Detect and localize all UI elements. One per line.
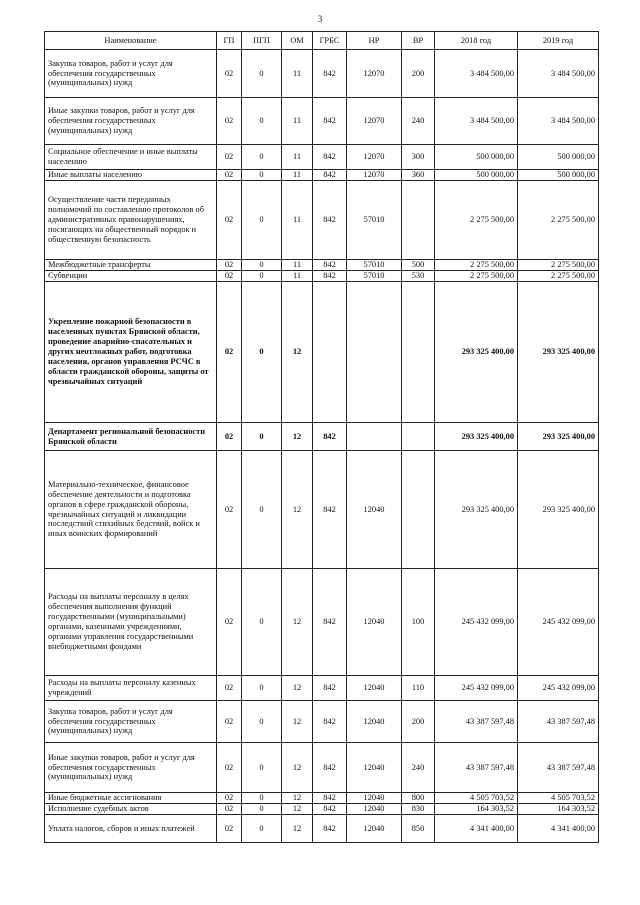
- cell-pgp: 0: [242, 569, 282, 676]
- cell-vr: 500: [402, 260, 435, 271]
- table-row: [45, 423, 599, 451]
- table-row: [45, 815, 599, 843]
- cell-pgp: 0: [242, 50, 282, 98]
- cell-grbs: 842: [313, 451, 347, 569]
- cell-vr: 200: [402, 50, 435, 98]
- cell-nr: [347, 423, 402, 451]
- cell-y2019: 293 325 400,00: [518, 282, 599, 423]
- table-row: [45, 793, 599, 804]
- table-row: [45, 569, 599, 676]
- cell-y2019: 500 000,00: [518, 170, 599, 181]
- cell-y2018: 500 000,00: [435, 145, 518, 170]
- cell-y2018: 4 341 400,00: [435, 815, 518, 843]
- cell-y2019: 2 275 500,00: [518, 181, 599, 260]
- header-gp: ГП: [217, 32, 242, 50]
- cell-pgp: 0: [242, 271, 282, 282]
- table-row: [45, 451, 599, 569]
- cell-grbs: 842: [313, 793, 347, 804]
- cell-grbs: [313, 282, 347, 423]
- cell-pgp: 0: [242, 423, 282, 451]
- cell-grbs: 842: [313, 260, 347, 271]
- table-row: [45, 743, 599, 793]
- cell-y2019: 3 484 500,00: [518, 50, 599, 98]
- cell-gp: 02: [217, 743, 242, 793]
- cell-om: 12: [282, 676, 313, 701]
- cell-nr: [347, 282, 402, 423]
- cell-y2019: 43 387 597,48: [518, 701, 599, 743]
- table-row: [45, 271, 599, 282]
- cell-nr: 12040: [347, 815, 402, 843]
- table-row: [45, 181, 599, 260]
- header-nr: НР: [347, 32, 402, 50]
- table-row: [45, 804, 599, 815]
- cell-vr: 300: [402, 145, 435, 170]
- cell-pgp: 0: [242, 260, 282, 271]
- cell-gp: 02: [217, 701, 242, 743]
- table-row: [45, 282, 599, 423]
- cell-y2019: 2 275 500,00: [518, 271, 599, 282]
- cell-pgp: 0: [242, 181, 282, 260]
- cell-y2018: 43 387 597,48: [435, 743, 518, 793]
- header-2018: 2018 год: [435, 32, 518, 50]
- cell-grbs: 842: [313, 271, 347, 282]
- cell-y2018: 3 484 500,00: [435, 98, 518, 145]
- cell-om: 12: [282, 743, 313, 793]
- cell-y2019: 4 341 400,00: [518, 815, 599, 843]
- cell-vr: 800: [402, 793, 435, 804]
- cell-gp: 02: [217, 282, 242, 423]
- cell-pgp: 0: [242, 451, 282, 569]
- table-row: [45, 701, 599, 743]
- cell-name: Осуществление части переданных полномочий по составлению протоколов об административных правонарушениях, посягающих на общественный порядок и общественную безопасность: [45, 181, 217, 260]
- cell-om: 11: [282, 170, 313, 181]
- cell-y2018: 3 484 500,00: [435, 50, 518, 98]
- cell-y2018: 164 303,52: [435, 804, 518, 815]
- cell-om: 12: [282, 793, 313, 804]
- cell-y2019: 293 325 400,00: [518, 423, 599, 451]
- cell-gp: 02: [217, 50, 242, 98]
- cell-vr: [402, 282, 435, 423]
- cell-y2019: 245 432 099,00: [518, 676, 599, 701]
- header-pgp: ПГП: [242, 32, 282, 50]
- cell-nr: 12040: [347, 804, 402, 815]
- table-row: [45, 145, 599, 170]
- cell-om: 12: [282, 451, 313, 569]
- cell-y2019: 164 303,52: [518, 804, 599, 815]
- table-header-row: [45, 32, 599, 50]
- cell-gp: 02: [217, 676, 242, 701]
- cell-name: Департамент региональной безопасности Брянской области: [45, 423, 217, 451]
- cell-pgp: 0: [242, 282, 282, 423]
- cell-om: 12: [282, 282, 313, 423]
- cell-gp: 02: [217, 271, 242, 282]
- cell-grbs: 842: [313, 98, 347, 145]
- cell-nr: 12040: [347, 701, 402, 743]
- table-row: [45, 170, 599, 181]
- header-2019: 2019 год: [518, 32, 599, 50]
- header-grbs: ГРБС: [313, 32, 347, 50]
- cell-vr: 240: [402, 743, 435, 793]
- cell-y2019: 293 325 400,00: [518, 451, 599, 569]
- cell-y2019: 43 387 597,48: [518, 743, 599, 793]
- cell-y2018: 2 275 500,00: [435, 181, 518, 260]
- cell-name: Уплата налогов, сборов и иных платежей: [45, 815, 217, 843]
- cell-vr: 100: [402, 569, 435, 676]
- cell-y2018: 2 275 500,00: [435, 271, 518, 282]
- cell-y2018: 2 275 500,00: [435, 260, 518, 271]
- cell-grbs: 842: [313, 701, 347, 743]
- cell-nr: 57010: [347, 181, 402, 260]
- table-row: [45, 98, 599, 145]
- cell-pgp: 0: [242, 804, 282, 815]
- cell-grbs: 842: [313, 676, 347, 701]
- cell-om: 11: [282, 181, 313, 260]
- cell-gp: 02: [217, 260, 242, 271]
- cell-y2018: 245 432 099,00: [435, 676, 518, 701]
- cell-vr: 850: [402, 815, 435, 843]
- cell-y2018: 4 505 703,52: [435, 793, 518, 804]
- cell-vr: [402, 181, 435, 260]
- cell-pgp: 0: [242, 743, 282, 793]
- cell-y2018: 245 432 099,00: [435, 569, 518, 676]
- header-vr: ВР: [402, 32, 435, 50]
- cell-name: Иные выплаты населению: [45, 170, 217, 181]
- cell-gp: 02: [217, 815, 242, 843]
- cell-om: 12: [282, 804, 313, 815]
- cell-y2019: 245 432 099,00: [518, 569, 599, 676]
- cell-nr: 57010: [347, 260, 402, 271]
- cell-vr: [402, 423, 435, 451]
- cell-grbs: 842: [313, 181, 347, 260]
- cell-gp: 02: [217, 451, 242, 569]
- cell-gp: 02: [217, 145, 242, 170]
- cell-om: 11: [282, 260, 313, 271]
- cell-pgp: 0: [242, 815, 282, 843]
- cell-name: Исполнение судебных актов: [45, 804, 217, 815]
- cell-nr: 12040: [347, 793, 402, 804]
- cell-om: 12: [282, 701, 313, 743]
- cell-y2019: 4 505 703,52: [518, 793, 599, 804]
- cell-name: Материально-техническое, финансовое обеспечение деятельности и подготовка органов в сфере гражданской обороны, чрезвычайных ситуаций и ликвидации последствий стихийных бедствий, войск и иных воинских формирований: [45, 451, 217, 569]
- cell-y2018: 293 325 400,00: [435, 282, 518, 423]
- cell-om: 11: [282, 145, 313, 170]
- page-number: 3: [317, 14, 323, 24]
- cell-grbs: 842: [313, 569, 347, 676]
- cell-gp: 02: [217, 170, 242, 181]
- cell-y2018: 500 000,00: [435, 170, 518, 181]
- cell-name: Закупка товаров, работ и услуг для обеспечения государственных (муниципальных) нужд: [45, 701, 217, 743]
- budget-table: [44, 31, 599, 843]
- cell-grbs: 842: [313, 423, 347, 451]
- cell-nr: 12070: [347, 98, 402, 145]
- cell-vr: [402, 451, 435, 569]
- cell-gp: 02: [217, 98, 242, 145]
- cell-nr: 12040: [347, 743, 402, 793]
- cell-nr: 12070: [347, 170, 402, 181]
- cell-grbs: 842: [313, 743, 347, 793]
- cell-om: 12: [282, 423, 313, 451]
- cell-gp: 02: [217, 793, 242, 804]
- cell-gp: 02: [217, 569, 242, 676]
- cell-om: 11: [282, 50, 313, 98]
- cell-pgp: 0: [242, 701, 282, 743]
- cell-vr: 530: [402, 271, 435, 282]
- cell-name: Расходы на выплаты персоналу казенных учреждений: [45, 676, 217, 701]
- table-row: [45, 50, 599, 98]
- cell-name: Межбюджетные трансферты: [45, 260, 217, 271]
- cell-grbs: 842: [313, 50, 347, 98]
- cell-vr: 830: [402, 804, 435, 815]
- cell-gp: 02: [217, 804, 242, 815]
- cell-pgp: 0: [242, 145, 282, 170]
- cell-pgp: 0: [242, 793, 282, 804]
- cell-vr: 240: [402, 98, 435, 145]
- cell-y2019: 2 275 500,00: [518, 260, 599, 271]
- cell-gp: 02: [217, 423, 242, 451]
- cell-name: Укрепление пожарной безопасности в населенных пунктах Брянской области, проведение аварийно-спасательных и других неотложных работ, подготовка населения, органов управления РСЧС в области гражданской обороны, защиты от чрезвычайных ситуаций: [45, 282, 217, 423]
- cell-gp: 02: [217, 181, 242, 260]
- cell-name: Субвенции: [45, 271, 217, 282]
- cell-pgp: 0: [242, 170, 282, 181]
- cell-om: 11: [282, 271, 313, 282]
- cell-grbs: 842: [313, 145, 347, 170]
- cell-name: Иные закупки товаров, работ и услуг для обеспечения государственных (муниципальных) нужд: [45, 98, 217, 145]
- cell-pgp: 0: [242, 98, 282, 145]
- cell-name: Иные закупки товаров, работ и услуг для обеспечения государственных (муниципальных) нужд: [45, 743, 217, 793]
- cell-y2018: 293 325 400,00: [435, 423, 518, 451]
- cell-vr: 110: [402, 676, 435, 701]
- cell-om: 12: [282, 815, 313, 843]
- cell-y2018: 43 387 597,48: [435, 701, 518, 743]
- cell-grbs: 842: [313, 815, 347, 843]
- cell-vr: 200: [402, 701, 435, 743]
- header-om: ОМ: [282, 32, 313, 50]
- header-name: Наименование: [45, 32, 217, 50]
- cell-y2019: 3 484 500,00: [518, 98, 599, 145]
- cell-nr: 12040: [347, 569, 402, 676]
- cell-vr: 360: [402, 170, 435, 181]
- cell-y2018: 293 325 400,00: [435, 451, 518, 569]
- cell-nr: 12070: [347, 145, 402, 170]
- cell-pgp: 0: [242, 676, 282, 701]
- cell-name: Закупка товаров, работ и услуг для обеспечения государственных (муниципальных) нужд: [45, 50, 217, 98]
- cell-name: Расходы на выплаты персоналу в целях обеспечения выполнения функций государственными (муниципальными) органами, казенными учреждениями, органами управления государственными внебюджетными фондами: [45, 569, 217, 676]
- cell-y2019: 500 000,00: [518, 145, 599, 170]
- cell-grbs: 842: [313, 804, 347, 815]
- cell-nr: 12040: [347, 451, 402, 569]
- cell-om: 12: [282, 569, 313, 676]
- cell-nr: 12040: [347, 676, 402, 701]
- table-row: [45, 260, 599, 271]
- cell-grbs: 842: [313, 170, 347, 181]
- cell-nr: 12070: [347, 50, 402, 98]
- cell-nr: 57010: [347, 271, 402, 282]
- cell-om: 11: [282, 98, 313, 145]
- table-row: [45, 676, 599, 701]
- cell-name: Иные бюджетные ассигнования: [45, 793, 217, 804]
- cell-name: Социальное обеспечение и иные выплаты населению: [45, 145, 217, 170]
